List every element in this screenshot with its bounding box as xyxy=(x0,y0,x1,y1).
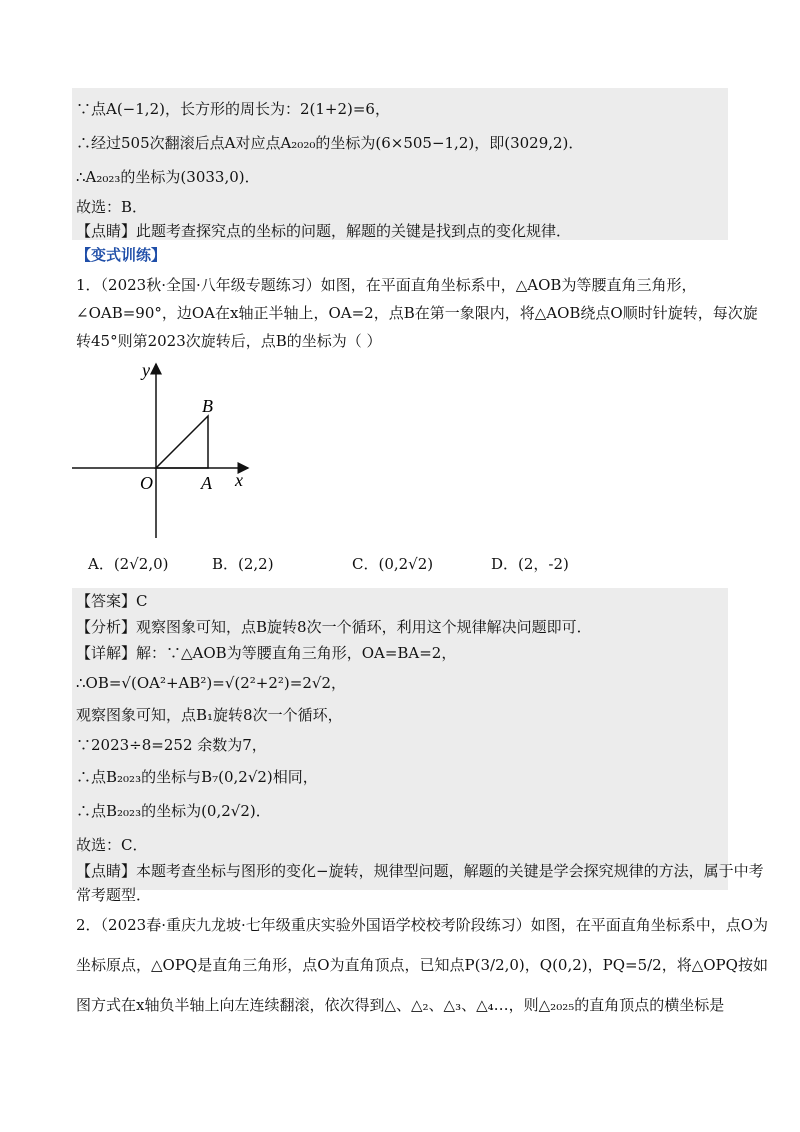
detail-choice: 故选：C． xyxy=(76,836,148,854)
q2-line-2: 坐标原点，△OPQ是直角三角形，点O为直角顶点，已知点P(3/2,0)，Q(0,2)，PQ=5/2，将△OPQ按如 xyxy=(76,956,768,974)
q2-line-3: 图方式在x轴负半轴上向左连续翻滚，依次得到△、△₂、△₃、△₄…，则△₂₀₂₅的直角顶点的横坐标是 xyxy=(76,996,725,1014)
analysis-text: 【分析】观察图象可知，点B旋转8次一个循环，利用这个规律解决问题即可． xyxy=(76,618,592,636)
detail-line-3: 观察图象可知，点B₁旋转8次一个循环， xyxy=(76,706,343,724)
option-a: A．(2√2,0) xyxy=(88,555,169,573)
detail-line-1: 【详解】解：∵△AOB为等腰直角三角形，OA=BA=2， xyxy=(76,644,457,662)
point-a-label: A xyxy=(201,473,212,493)
origin-label: O xyxy=(140,473,153,493)
comment-line-1: 【点睛】本题考查坐标与图形的变化−旋转，规律型问题，解题的关键是学会探究规律的方法，属于中考 xyxy=(76,862,764,880)
option-d: D．(2，-2) xyxy=(491,555,569,573)
q2-line-1: 2．（2023春·重庆九龙坡·七年级重庆实验外国语学校校考阶段练习）如图，在平面直角坐标系中，点O为 xyxy=(76,916,769,934)
solution-line-1: ∵点A(−1,2)，长方形的周长为：2(1+2)=6， xyxy=(76,100,390,118)
q1-line-3: 转45°则第2023次旋转后，点B的坐标为（ ） xyxy=(76,332,382,350)
detail-line-6: ∴点B₂₀₂₃的坐标为(0,2√2)． xyxy=(76,802,271,820)
option-b: B．(2,2) xyxy=(212,555,274,573)
detail-line-2: ∴OB=√(OA²+AB²)=√(2²+2²)=2√2， xyxy=(76,674,347,692)
y-axis-label: y xyxy=(142,360,150,380)
option-c: C．(0,2√2) xyxy=(352,555,434,573)
answer-label: 【答案】C xyxy=(76,592,148,610)
q1-line-1: 1．（2023秋·全国·八年级专题练习）如图，在平面直角坐标系中，△AOB为等腰直角三角形， xyxy=(76,276,697,294)
x-axis-label: x xyxy=(235,470,243,490)
section-title: 【变式训练】 xyxy=(76,246,167,264)
detail-line-5: ∴点B₂₀₂₃的坐标与B₇(0,2√2)相同， xyxy=(76,768,318,786)
detail-line-4: ∵2023÷8=252 余数为7， xyxy=(76,736,267,754)
solution-line-3: ∴A₂₀₂₃的坐标为(3033,0)． xyxy=(76,168,260,186)
point-b-label: B xyxy=(202,396,213,416)
q1-line-2: ∠OAB=90°，边OA在x轴正半轴上，OA=2，点B在第一象限内，将△AOB绕点O顺时针旋转，每次旋 xyxy=(76,304,758,322)
solution-choice: 故选：B． xyxy=(76,198,148,216)
comment-line-2: 常考题型． xyxy=(76,886,152,904)
coordinate-figure xyxy=(66,358,256,542)
solution-comment: 【点睛】此题考查探究点的坐标的问题，解题的关键是找到点的变化规律． xyxy=(76,222,572,240)
triangle-aob xyxy=(156,416,208,468)
solution-line-2: ∴经过505次翻滚后点A对应点A₂₀₂₀的坐标为(6×505−1,2)，即(3029,2)． xyxy=(76,134,584,152)
